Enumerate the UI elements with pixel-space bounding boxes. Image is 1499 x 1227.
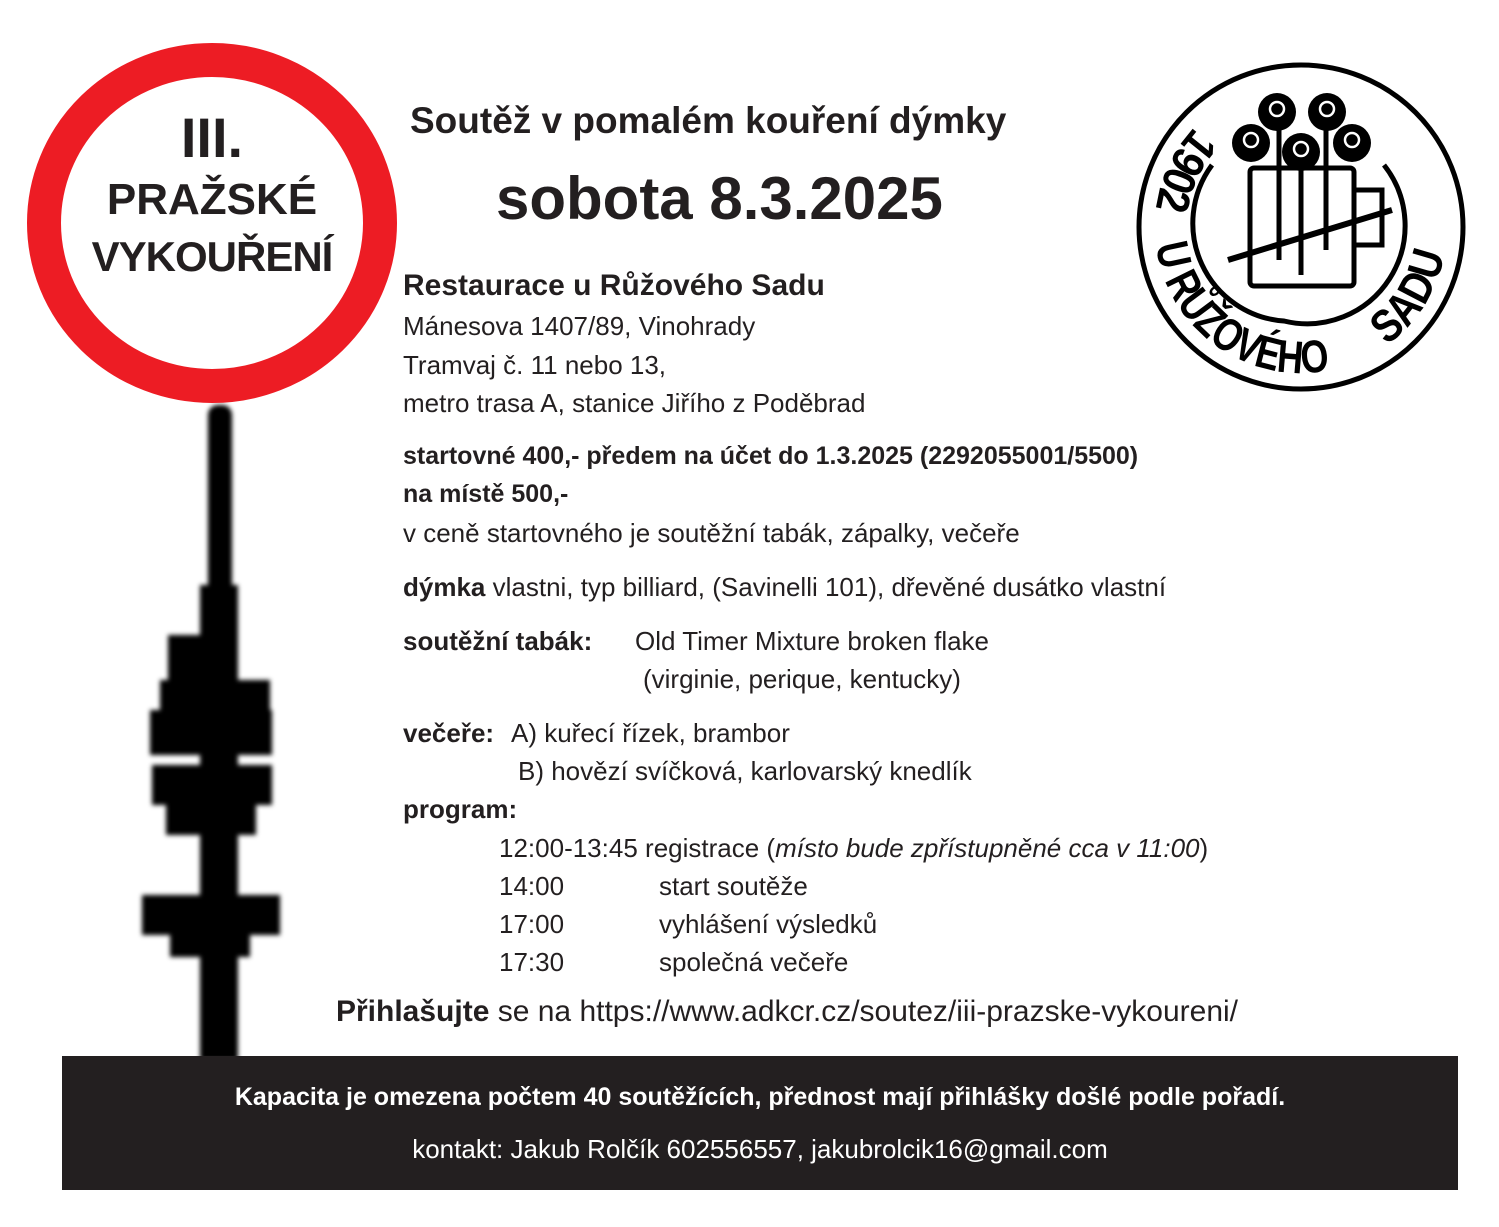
logo-text-right: SADU <box>1359 237 1457 354</box>
dinner-option-a: A) kuřecí řízek, brambor <box>511 718 790 748</box>
fee-onsite: na místě 500,- <box>403 480 569 508</box>
venue-tram: Tramvaj č. 11 nebo 13, <box>403 350 667 380</box>
sign-line-2: PRAŽSKÉ <box>106 175 318 224</box>
venue-metro: metro trasa A, stanice Jiřího z Poděbrad <box>403 388 866 418</box>
sign-ring <box>26 42 398 406</box>
event-title: Soutěž v pomalém kouření dýmky <box>410 100 1007 141</box>
tobacco-text-2: (virginie, perique, kentucky) <box>643 664 961 694</box>
pipe-text: vlastni, typ billiard, (Savinelli 101), dřevěné dusátko vlastní <box>485 572 1167 602</box>
program-item <box>499 833 1208 864</box>
pipe-label: dýmka <box>403 572 486 602</box>
program-time: 17:30 <box>499 947 565 977</box>
program-text: start soutěže <box>659 871 808 901</box>
logo-text-bottom: U RŮŽOVÉHO <box>1145 236 1339 385</box>
venue-name: Restaurace u Růžového Sadu <box>403 269 825 302</box>
program-label: program: <box>403 794 518 824</box>
program-time: 12:00-13:45 <box>499 833 638 863</box>
contact-info: kontakt: Jakub Rolčík 602556557, jakubrolcik16@gmail.com <box>412 1134 1108 1164</box>
program-text: registrace ( <box>645 833 776 863</box>
logo-text-left: 1902 <box>1145 120 1227 220</box>
tobacco-text: Old Timer Mixture broken flake <box>635 626 990 656</box>
program-time: 14:00 <box>499 871 565 901</box>
pole-silhouette <box>130 395 300 1060</box>
capacity-note: Kapacita je omezena počtem 40 soutěžících, přednost mají přihlášky došlé podle pořadí. <box>234 1083 1286 1111</box>
sign-line-1: III. <box>180 106 244 169</box>
program-text: vyhlášení výsledků <box>659 909 878 939</box>
tobacco-label: soutěžní tabák: <box>403 626 593 656</box>
registration-label: Přihlašujte <box>336 995 490 1028</box>
dinner-option-b: B) hovězí svíčková, karlovarský knedlík <box>518 756 972 786</box>
restaurant-logo <box>1134 60 1468 394</box>
program-note: místo bude zpřístupněné cca v 11:00 <box>775 833 1200 863</box>
fee-included: v ceně startovného je soutěžní tabák, zápalky, večeře <box>403 518 1020 548</box>
program-time: 17:00 <box>499 909 565 939</box>
program-note-end: ) <box>1199 833 1209 863</box>
registration-link[interactable]: se na https://www.adkcr.cz/soutez/iii-prazske-vykoureni/ <box>489 995 1239 1028</box>
venue-address: Mánesova 1407/89, Vinohrady <box>403 311 756 341</box>
pipe-info <box>403 572 1166 603</box>
event-date: sobota 8.3.2025 <box>496 165 943 232</box>
registration-line <box>336 995 1238 1029</box>
sign-line-3: VYKOUŘENÍ <box>91 233 333 280</box>
fee-advance: startovné 400,- předem na účet do 1.3.2025 (2292055001/5500) <box>403 442 1139 470</box>
footer-banner <box>62 1056 1458 1190</box>
dinner-label: večeře: <box>403 718 495 748</box>
program-text: společná večeře <box>659 947 849 977</box>
